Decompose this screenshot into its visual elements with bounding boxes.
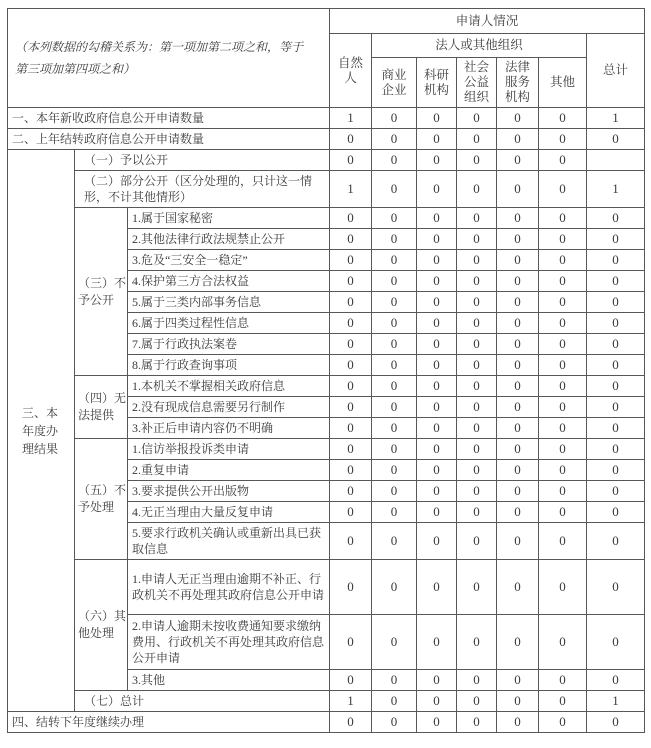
row-label: 1.申请人无正当理由逾期不补正、行政机关不再处理其政府信息公开申请 — [128, 560, 330, 615]
value-cell: 0 — [417, 712, 457, 733]
table-row — [8, 376, 645, 397]
table-row — [8, 171, 645, 208]
value-cell: 0 — [457, 439, 497, 460]
value-cell: 0 — [539, 481, 587, 502]
value-cell: 0 — [372, 313, 417, 334]
table-row — [8, 150, 645, 171]
group-label-other-handle: （六）其他处理 — [75, 560, 128, 691]
value-cell: 0 — [497, 313, 539, 334]
value-cell: 0 — [372, 150, 417, 171]
value-cell: 0 — [330, 418, 372, 439]
value-cell: 0 — [497, 334, 539, 355]
value-cell: 0 — [539, 129, 587, 150]
value-cell: 0 — [372, 460, 417, 481]
value-cell: 0 — [457, 250, 497, 271]
value-cell: 0 — [457, 334, 497, 355]
value-cell: 0 — [417, 670, 457, 691]
value-cell: 0 — [497, 670, 539, 691]
header-natural-person: 自然人 — [330, 34, 372, 108]
value-cell: 0 — [457, 108, 497, 129]
value-cell: 0 — [539, 150, 587, 171]
value-cell: 0 — [457, 129, 497, 150]
value-cell: 0 — [372, 397, 417, 418]
row-label: 四、结转下年度继续办理 — [8, 712, 330, 733]
value-cell: 0 — [587, 418, 645, 439]
value-cell: 0 — [417, 334, 457, 355]
value-cell: 0 — [497, 229, 539, 250]
value-cell: 0 — [457, 171, 497, 208]
table-row — [8, 560, 645, 615]
value-cell: 0 — [417, 355, 457, 376]
value-cell: 0 — [417, 313, 457, 334]
table-row — [8, 108, 645, 129]
value-cell: 0 — [372, 229, 417, 250]
value-cell: 0 — [457, 355, 497, 376]
value-cell: 0 — [372, 108, 417, 129]
value-cell: 0 — [457, 229, 497, 250]
value-cell: 0 — [417, 439, 457, 460]
value-cell: 0 — [330, 313, 372, 334]
value-cell: 0 — [330, 355, 372, 376]
value-cell: 0 — [330, 481, 372, 502]
value-cell: 0 — [372, 691, 417, 712]
header-commercial-enterprise: 商业企业 — [372, 58, 417, 108]
value-cell: 0 — [330, 376, 372, 397]
value-cell: 0 — [539, 418, 587, 439]
value-cell: 0 — [587, 523, 645, 560]
header-applicant-situation: 申请人情况 — [330, 9, 645, 34]
value-cell: 0 — [497, 271, 539, 292]
value-cell: 0 — [587, 502, 645, 523]
row-label: 2.没有现成信息需要另行制作 — [128, 397, 330, 418]
value-cell: 0 — [372, 439, 417, 460]
value-cell: 0 — [372, 418, 417, 439]
value-cell: 1 — [587, 171, 645, 208]
value-cell: 0 — [372, 615, 417, 670]
value-cell: 0 — [457, 712, 497, 733]
value-cell: 0 — [330, 439, 372, 460]
value-cell: 0 — [372, 712, 417, 733]
value-cell: 0 — [457, 292, 497, 313]
value-cell: 0 — [457, 313, 497, 334]
value-cell: 0 — [587, 460, 645, 481]
section-label-year-result-text: 三、本年度办理结果 — [22, 405, 59, 456]
value-cell: 0 — [330, 397, 372, 418]
value-cell: 0 — [587, 292, 645, 313]
value-cell: 0 — [539, 439, 587, 460]
value-cell: 0 — [457, 691, 497, 712]
value-cell: 0 — [587, 129, 645, 150]
value-cell: 1 — [330, 108, 372, 129]
value-cell: 0 — [372, 481, 417, 502]
value-cell: 0 — [497, 376, 539, 397]
value-cell: 0 — [457, 418, 497, 439]
value-cell: 0 — [417, 150, 457, 171]
value-cell: 0 — [330, 292, 372, 313]
row-label: 3.危及“三安全一稳定” — [128, 250, 330, 271]
value-cell: 0 — [587, 615, 645, 670]
value-cell: 0 — [539, 229, 587, 250]
value-cell: 0 — [587, 376, 645, 397]
value-cell: 0 — [330, 150, 372, 171]
value-cell: 0 — [417, 376, 457, 397]
header-other: 其他 — [539, 58, 587, 108]
table-row — [8, 712, 645, 733]
value-cell — [587, 150, 645, 171]
row-label: 一、本年新收政府信息公开申请数量 — [8, 108, 330, 129]
value-cell: 0 — [417, 481, 457, 502]
value-cell: 0 — [457, 502, 497, 523]
row-label: （一）予以公开 — [75, 150, 330, 171]
value-cell: 0 — [497, 691, 539, 712]
value-cell: 1 — [587, 108, 645, 129]
row-label: 4.无正当理由大量反复申请 — [128, 502, 330, 523]
header-research-institution: 科研机构 — [417, 58, 457, 108]
row-label: 2.申请人逾期未按收费通知要求缴纳费用、行政机关不再处理其政府信息公开申请 — [128, 615, 330, 670]
value-cell: 0 — [417, 229, 457, 250]
value-cell: 0 — [497, 129, 539, 150]
value-cell: 0 — [539, 313, 587, 334]
row-label: 8.属于行政查询事项 — [128, 355, 330, 376]
row-label: 3.要求提供公开出版物 — [128, 481, 330, 502]
value-cell: 0 — [539, 376, 587, 397]
value-cell: 0 — [330, 460, 372, 481]
value-cell: 0 — [330, 523, 372, 560]
row-label: 3.补正后申请内容仍不明确 — [128, 418, 330, 439]
group-label-not-process: （五）不予处理 — [75, 439, 128, 560]
value-cell: 0 — [330, 271, 372, 292]
table-row — [8, 691, 645, 712]
value-cell: 0 — [497, 150, 539, 171]
value-cell: 0 — [539, 691, 587, 712]
value-cell: 0 — [587, 560, 645, 615]
table-row — [8, 439, 645, 460]
value-cell: 0 — [497, 712, 539, 733]
header-total: 总计 — [587, 34, 645, 108]
value-cell: 0 — [587, 250, 645, 271]
value-cell: 0 — [330, 208, 372, 229]
value-cell: 0 — [497, 397, 539, 418]
value-cell: 0 — [457, 615, 497, 670]
value-cell: 0 — [587, 334, 645, 355]
value-cell: 0 — [457, 560, 497, 615]
value-cell: 0 — [417, 502, 457, 523]
value-cell: 0 — [417, 615, 457, 670]
reconciliation-note-text: （本列数据的勾稽关系为：第一项加第二项之和，等于第三项加第四项之和） — [15, 40, 304, 76]
value-cell: 0 — [497, 171, 539, 208]
value-cell: 1 — [330, 691, 372, 712]
value-cell: 0 — [372, 171, 417, 208]
value-cell: 0 — [417, 691, 457, 712]
value-cell: 0 — [417, 292, 457, 313]
value-cell: 0 — [587, 481, 645, 502]
reconciliation-note — [8, 9, 330, 108]
value-cell: 0 — [497, 250, 539, 271]
group-label-unable-provide: （四）无法提供 — [75, 376, 128, 439]
value-cell: 0 — [372, 250, 417, 271]
value-cell: 1 — [330, 171, 372, 208]
value-cell: 0 — [330, 229, 372, 250]
value-cell: 0 — [539, 670, 587, 691]
value-cell: 0 — [372, 129, 417, 150]
value-cell: 0 — [539, 171, 587, 208]
value-cell: 0 — [497, 439, 539, 460]
value-cell: 0 — [497, 108, 539, 129]
row-label: 二、上年结转政府信息公开申请数量 — [8, 129, 330, 150]
value-cell: 0 — [330, 560, 372, 615]
value-cell: 0 — [497, 502, 539, 523]
value-cell: 0 — [330, 129, 372, 150]
value-cell: 0 — [497, 355, 539, 376]
disclosure-statistics-table — [7, 8, 645, 733]
table-row — [8, 208, 645, 229]
value-cell: 0 — [539, 108, 587, 129]
header-social-welfare-org: 社会公益组织 — [457, 58, 497, 108]
value-cell: 0 — [372, 271, 417, 292]
value-cell: 0 — [587, 271, 645, 292]
group-label-not-disclose: （三）不予公开 — [75, 208, 128, 376]
value-cell: 0 — [497, 292, 539, 313]
value-cell: 0 — [539, 397, 587, 418]
value-cell: 1 — [587, 691, 645, 712]
value-cell: 0 — [497, 481, 539, 502]
value-cell: 0 — [372, 334, 417, 355]
value-cell: 0 — [417, 397, 457, 418]
value-cell: 0 — [539, 523, 587, 560]
value-cell: 0 — [372, 502, 417, 523]
row-label: 2.其他法律行政法规禁止公开 — [128, 229, 330, 250]
value-cell: 0 — [587, 439, 645, 460]
table-row — [8, 129, 645, 150]
value-cell: 0 — [539, 271, 587, 292]
value-cell: 0 — [497, 208, 539, 229]
row-label: 2.重复申请 — [128, 460, 330, 481]
section-label-year-result — [8, 150, 75, 712]
value-cell: 0 — [457, 460, 497, 481]
value-cell: 0 — [372, 292, 417, 313]
value-cell: 0 — [587, 712, 645, 733]
value-cell: 0 — [457, 523, 497, 560]
value-cell: 0 — [417, 129, 457, 150]
value-cell: 0 — [497, 418, 539, 439]
value-cell: 0 — [457, 208, 497, 229]
value-cell: 0 — [539, 460, 587, 481]
value-cell: 0 — [417, 271, 457, 292]
value-cell: 0 — [539, 615, 587, 670]
value-cell: 0 — [457, 150, 497, 171]
value-cell: 0 — [457, 376, 497, 397]
row-label: 6.属于四类过程性信息 — [128, 313, 330, 334]
value-cell: 0 — [539, 208, 587, 229]
value-cell: 0 — [497, 460, 539, 481]
row-label: （二）部分公开（区分处理的，只计这一情形，不计其他情形） — [75, 171, 330, 208]
value-cell: 0 — [497, 560, 539, 615]
value-cell: 0 — [457, 397, 497, 418]
value-cell: 0 — [372, 376, 417, 397]
value-cell: 0 — [330, 712, 372, 733]
value-cell: 0 — [330, 615, 372, 670]
value-cell: 0 — [372, 208, 417, 229]
value-cell: 0 — [539, 502, 587, 523]
value-cell: 0 — [417, 171, 457, 208]
value-cell: 0 — [372, 560, 417, 615]
row-label: 5.属于三类内部事务信息 — [128, 292, 330, 313]
row-label: 1.属于国家秘密 — [128, 208, 330, 229]
value-cell: 0 — [587, 397, 645, 418]
row-label: 1.信访举报投诉类申请 — [128, 439, 330, 460]
value-cell: 0 — [539, 250, 587, 271]
value-cell: 0 — [457, 481, 497, 502]
value-cell: 0 — [417, 523, 457, 560]
row-label: 1.本机关不掌握相关政府信息 — [128, 376, 330, 397]
header-legal-service-org: 法律服务机构 — [497, 58, 539, 108]
value-cell: 0 — [417, 460, 457, 481]
row-label: 5.要求行政机关确认或重新出具已获取信息 — [128, 523, 330, 560]
value-cell: 0 — [457, 271, 497, 292]
value-cell: 0 — [539, 560, 587, 615]
value-cell: 0 — [372, 355, 417, 376]
value-cell: 0 — [372, 523, 417, 560]
value-cell: 0 — [417, 418, 457, 439]
value-cell: 0 — [330, 250, 372, 271]
value-cell: 0 — [372, 670, 417, 691]
value-cell: 0 — [539, 292, 587, 313]
header-legal-org: 法人或其他组织 — [372, 34, 587, 58]
value-cell: 0 — [330, 502, 372, 523]
value-cell: 0 — [539, 712, 587, 733]
value-cell: 0 — [587, 355, 645, 376]
value-cell: 0 — [587, 670, 645, 691]
value-cell: 0 — [417, 208, 457, 229]
row-label: （七）总计 — [75, 691, 330, 712]
value-cell: 0 — [497, 615, 539, 670]
row-label: 7.属于行政执法案卷 — [128, 334, 330, 355]
value-cell: 0 — [330, 334, 372, 355]
value-cell: 0 — [587, 313, 645, 334]
value-cell: 0 — [539, 334, 587, 355]
row-label: 3.其他 — [128, 670, 330, 691]
value-cell: 0 — [417, 250, 457, 271]
value-cell: 0 — [417, 560, 457, 615]
value-cell: 0 — [587, 208, 645, 229]
value-cell: 0 — [417, 108, 457, 129]
value-cell: 0 — [497, 523, 539, 560]
value-cell: 0 — [457, 670, 497, 691]
row-label: 4.保护第三方合法权益 — [128, 271, 330, 292]
value-cell: 0 — [330, 670, 372, 691]
header-row-1 — [8, 9, 645, 34]
value-cell: 0 — [587, 229, 645, 250]
value-cell: 0 — [539, 355, 587, 376]
